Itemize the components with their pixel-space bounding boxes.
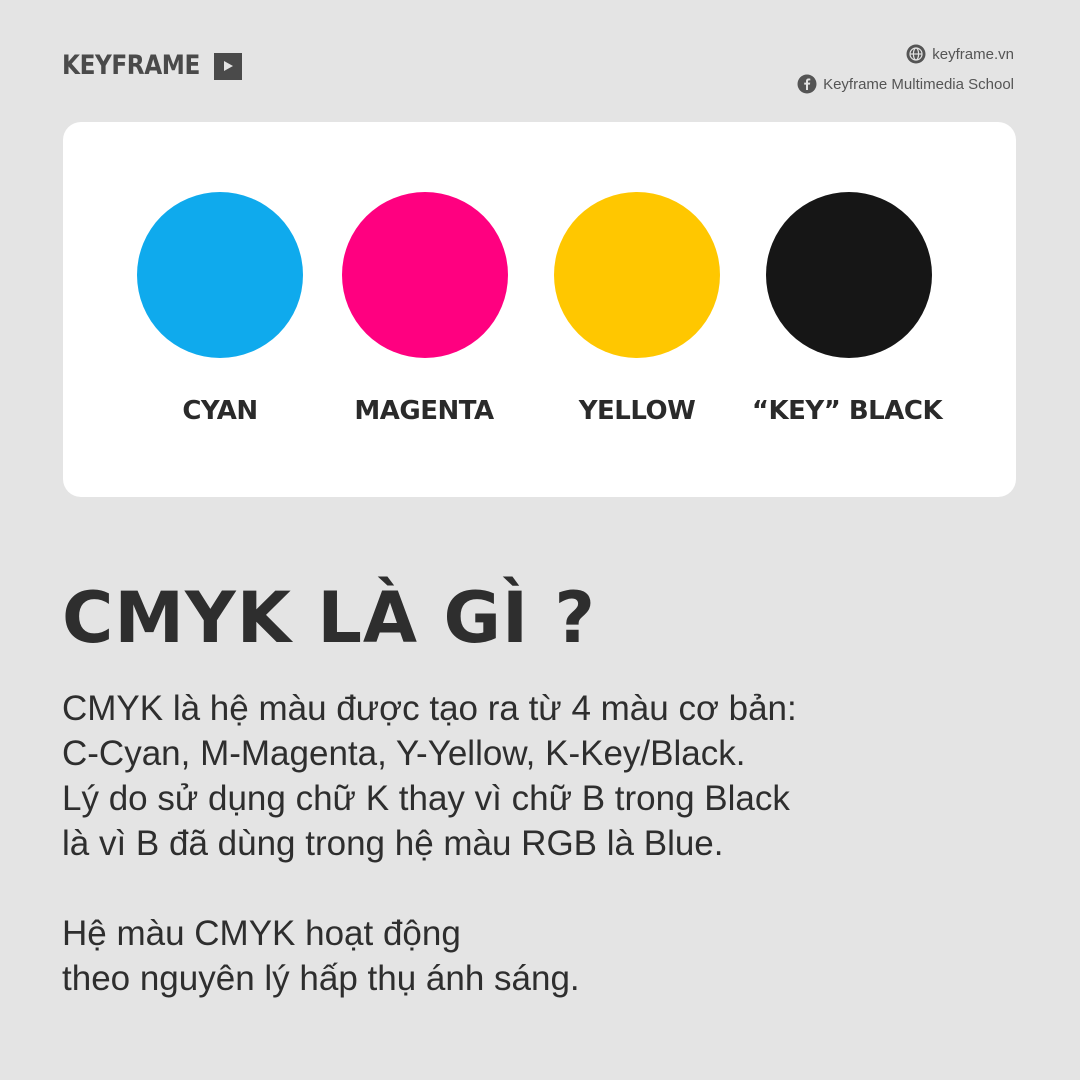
paragraph-line-6: theo nguyên lý hấp thụ ánh sáng. — [62, 959, 580, 998]
yellow-swatch — [554, 192, 720, 358]
black-label: “KEY” BLACK — [751, 396, 943, 426]
facebook-text: Keyframe Multimedia School — [823, 75, 1014, 93]
social-links — [797, 43, 1014, 103]
facebook-icon — [797, 74, 817, 94]
website-link[interactable] — [797, 43, 1014, 65]
website-text: keyframe.vn — [932, 45, 1014, 63]
play-icon — [214, 53, 242, 80]
paragraph-line-5: Hệ màu CMYK hoạt động — [62, 914, 461, 953]
paragraph-line-1: CMYK là hệ màu được tạo ra từ 4 màu cơ bản: — [62, 689, 797, 728]
paragraph-line-2: C-Cyan, M-Magenta, Y-Yellow, K-Key/Black. — [62, 734, 746, 773]
facebook-link[interactable] — [797, 73, 1014, 95]
page-title: CMYK LÀ GÌ ? — [62, 577, 596, 659]
cyan-swatch — [137, 192, 303, 358]
yellow-label: YELLOW — [578, 396, 696, 426]
black-swatch — [766, 192, 932, 358]
magenta-label: MAGENTA — [354, 396, 494, 426]
paragraph-line-3: Lý do sử dụng chữ K thay vì chữ B trong Black — [62, 779, 790, 818]
cyan-label: CYAN — [182, 396, 258, 426]
color-swatch-card — [63, 122, 1016, 497]
paragraph-line-4: là vì B đã dùng trong hệ màu RGB là Blue. — [62, 824, 724, 863]
globe-icon — [906, 44, 926, 64]
magenta-swatch — [342, 192, 508, 358]
logo-text: KEYFRAME — [62, 50, 200, 81]
keyframe-logo — [62, 51, 242, 81]
